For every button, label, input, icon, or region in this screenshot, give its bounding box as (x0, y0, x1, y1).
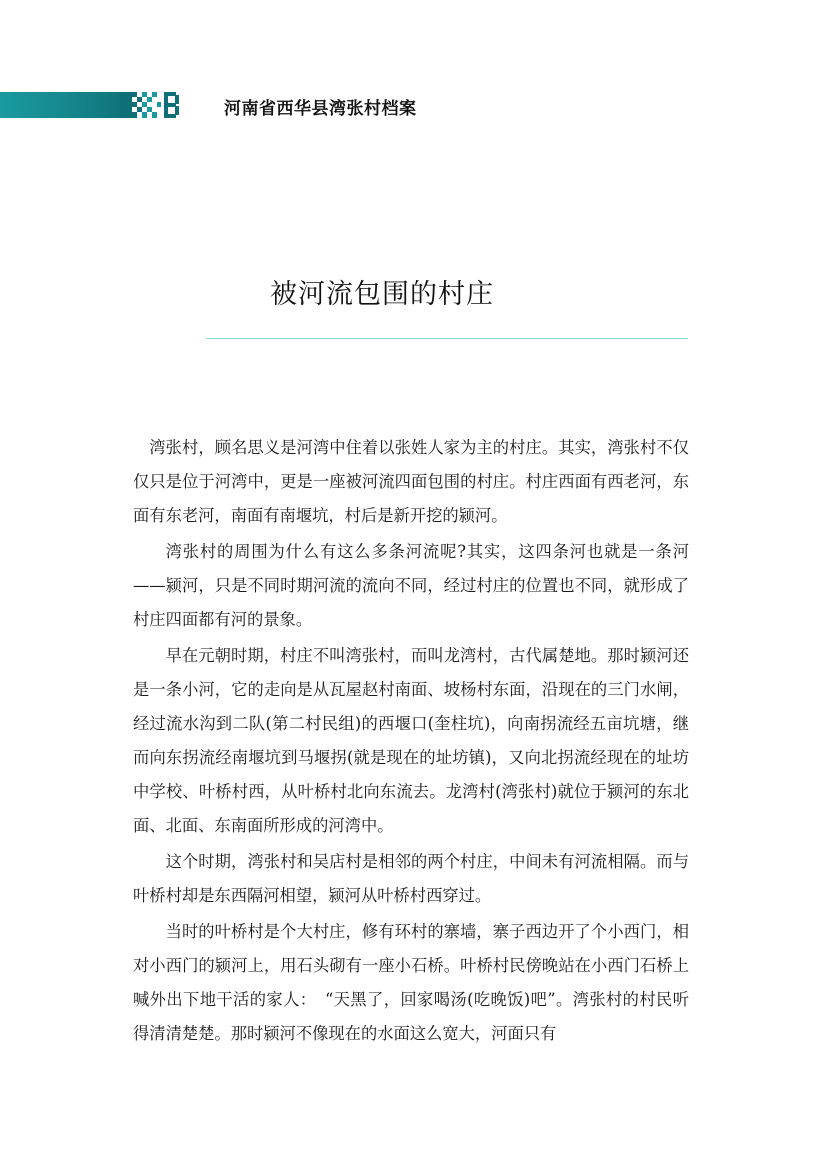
article-body (133, 431, 689, 1053)
paragraph: 早在元朝时期，村庄不叫湾张村，而叫龙湾村，古代属楚地。那时颍河还是一条小河，它的走向是从瓦屋赵村南面、坡杨村东面，沿现在的三门水闸，经过流水沟到二队(第二村民组)的西堰口(奎柱坑)，向南拐流经五亩坑塘，继而向东拐流经南堰坑到马堰拐(就是现在的址坊镇)，又向北拐流经现在的址坊中学校、叶桥村西，从叶桥村北向东流去。龙湾村(湾张村)就位于颍河的东北面、北面、东南面所形成的河湾中。 (133, 646, 689, 835)
header-accent-band (0, 92, 132, 118)
paragraph: 湾张村，顾名思义是河湾中住着以张姓人家为主的村庄。其实，湾张村不仅仅只是位于河湾中，更是一座被河流四面包围的村庄。村庄西面有西老河，东面有东老河，南面有南堰坑，村后是新开挖的颍河。 (133, 438, 689, 525)
paragraph: 这个时期，湾张村和吴店村是相邻的两个村庄，中间未有河流相隔。而与叶桥村却是东西隔河相望，颍河从叶桥村西穿过。 (133, 852, 689, 905)
running-header-title: 河南省西华县湾张村档案 (224, 99, 417, 119)
title-divider (206, 338, 688, 339)
paragraph: 湾张村的周围为什么有这么多条河流呢?其实，这四条河也就是一条河——颍河，只是不同时期河流的流向不同，经过村庄的位置也不同，就形成了村庄四面都有河的景象。 (133, 542, 689, 629)
header-pixel-pattern-icon (120, 92, 182, 118)
chapter-title: 被河流包围的村庄 (270, 279, 494, 310)
paragraph: 当时的叶桥村是个大村庄，修有环村的寨墙，寨子西边开了个小西门，相对小西门的颍河上，用石头砌有一座小石桥。叶桥村民傍晚站在小西门石桥上喊外出下地干活的家人： “天黑了，回家喝汤(吃晚饭)吧”。湾张村的村民听得清清楚楚。那时颍河不像现在的水面这么宽大，河面只有 (133, 922, 689, 1043)
